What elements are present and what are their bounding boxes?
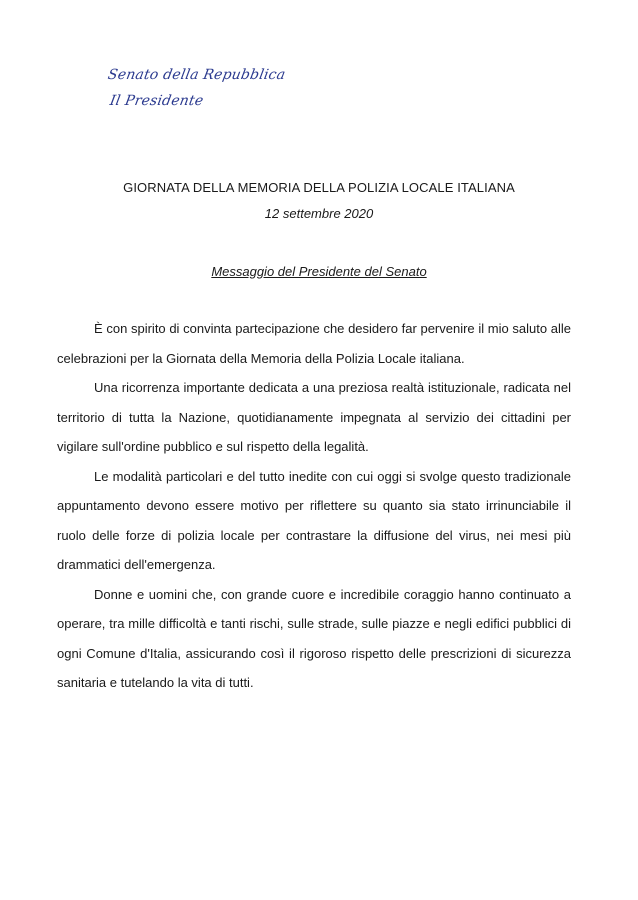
letterhead xyxy=(108,62,308,114)
document-subtitle-text: Messaggio del Presidente del Senato xyxy=(211,264,427,279)
letterhead-office: Il Presidente xyxy=(108,93,205,109)
paragraph: Donne e uomini che, con grande cuore e incredibile coraggio hanno continuato a operare, tra mille difficoltà e tanti rischi, sulle strade, sulle piazze e negli edifici pubblici di ogni Comune d'Italia, assicurando così il rigoroso rispetto delle prescrizioni di sicurezza sanitaria e tutelando la vita di tutti. xyxy=(57,586,571,690)
paragraph: Una ricorrenza importante dedicata a una preziosa realtà istituzionale, radicata nel territorio di tutta la Nazione, quotidianamente impegnata al servizio dei cittadini per vigilare sull'ordine pubblico e sul rispetto della legalità. xyxy=(57,380,571,454)
paragraph: È con spirito di convinta partecipazione che desidero far pervenire il mio saluto alle celebrazioni per la Giornata della Memoria della Polizia Locale italiana. xyxy=(57,321,571,366)
document-subtitle xyxy=(0,264,638,279)
document-title: GIORNATA DELLA MEMORIA DELLA POLIZIA LOCALE ITALIANA xyxy=(123,180,515,195)
message-body xyxy=(57,314,571,698)
paragraph: Le modalità particolari e del tutto inedite con cui oggi si svolge questo tradizionale appuntamento devono essere motivo per riflettere su quanto sia stato irrinunciabile il ruolo delle forze di polizia locale per contrastare la diffusione del virus, nei mesi più drammatici dell'emergenza. xyxy=(57,468,571,572)
document-date: 12 settembre 2020 xyxy=(264,206,374,221)
letterhead-institution: Senato della Repubblica xyxy=(106,67,287,83)
